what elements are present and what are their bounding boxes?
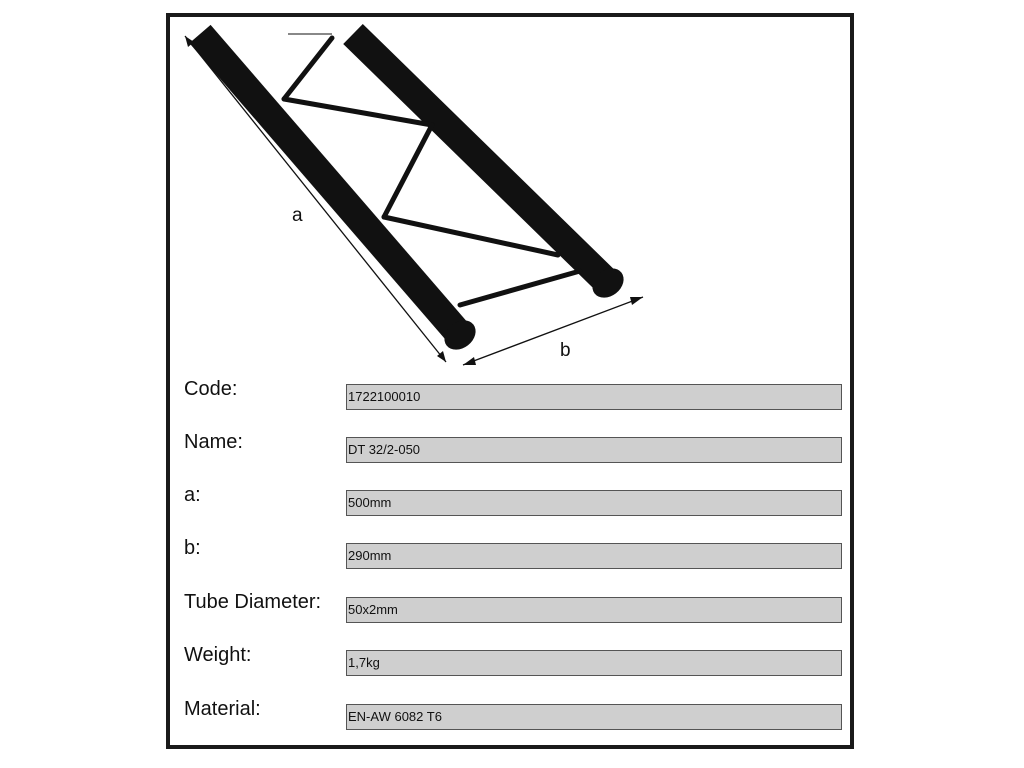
- spec-row-tube-diameter: [184, 591, 844, 625]
- spec-value-b: 290mm: [346, 543, 842, 569]
- spec-label: Weight:: [184, 644, 252, 666]
- spec-label: Name:: [184, 431, 243, 453]
- spec-value-material: EN-AW 6082 T6: [346, 704, 842, 730]
- arrow-icon: [463, 357, 476, 365]
- truss-drawing: [170, 17, 850, 377]
- truss-tube-left: [200, 34, 460, 335]
- spec-row-material: [184, 698, 844, 732]
- truss-diagonal: [384, 125, 432, 217]
- spec-label: Code:: [184, 378, 238, 400]
- spec-row-weight: [184, 644, 844, 678]
- spec-row-name: [184, 431, 844, 465]
- spec-sheet-frame: [166, 13, 854, 749]
- arrow-icon: [630, 297, 643, 305]
- spec-value-name: DT 32/2-050: [346, 437, 842, 463]
- truss-diagonal: [284, 38, 332, 99]
- dimension-label-a: a: [292, 205, 303, 226]
- spec-label: Material:: [184, 698, 261, 720]
- spec-row-code: [184, 378, 844, 412]
- spec-row-b: [184, 537, 844, 571]
- spec-value-code: 1722100010: [346, 384, 842, 410]
- spec-label: Tube Diameter:: [184, 591, 322, 613]
- spec-value-tube-diameter: 50x2mm: [346, 597, 842, 623]
- truss-rung: [460, 271, 580, 305]
- spec-value-a: 500mm: [346, 490, 842, 516]
- spec-label: b:: [184, 537, 201, 559]
- spec-row-a: [184, 484, 844, 518]
- spec-label: a:: [184, 484, 201, 506]
- spec-value-weight: 1,7kg: [346, 650, 842, 676]
- dimension-label-b: b: [560, 340, 571, 361]
- dimension-line-b: [463, 297, 643, 365]
